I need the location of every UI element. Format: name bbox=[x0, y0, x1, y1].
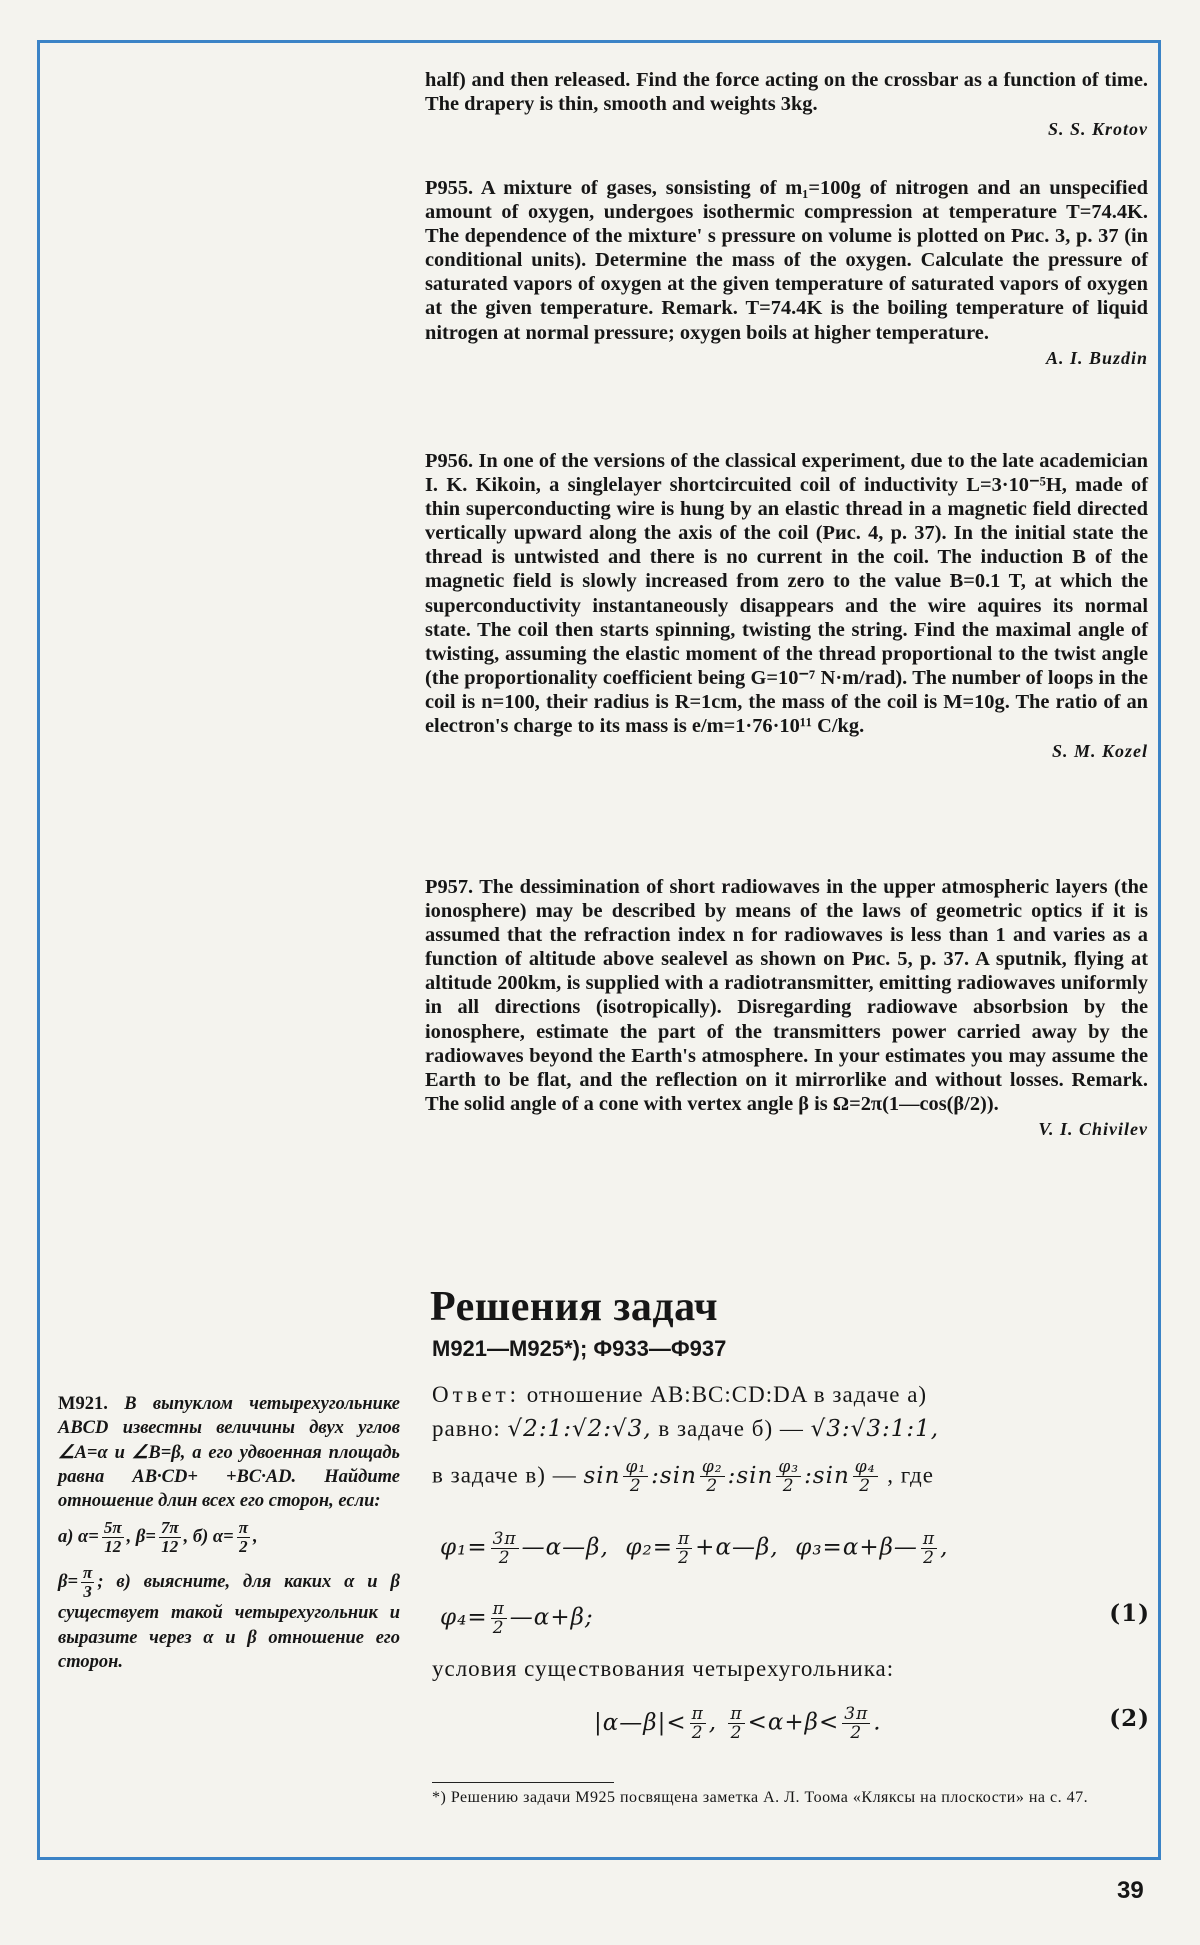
problem-author: S. M. Kozel bbox=[1051, 741, 1148, 762]
denominator: 2 bbox=[678, 1548, 690, 1568]
case-c-text: ; в) выясните, для каких α и β существует такой четырехугольник и выразите через α и β отношение его сторон. bbox=[58, 1572, 400, 1673]
phi2-label: φ₂= bbox=[625, 1534, 673, 1561]
equation-label-1: (1) bbox=[1109, 1600, 1150, 1627]
numerator: π bbox=[677, 1529, 691, 1549]
problem-p955 bbox=[425, 176, 1148, 370]
side-problem-statement: В выпуклом четырехугольнике ABCD известны величины двух углов ∠A=α и ∠B=β, а его удвоенная площадь равна AB·CD+ +BC·AD. Найдите отношение длин всех его сторон, если: bbox=[58, 1394, 401, 1512]
denominator: 12 bbox=[161, 1537, 179, 1557]
ratio-b: √3:√3:1:1, bbox=[810, 1416, 940, 1442]
numerator: π bbox=[922, 1529, 936, 1549]
cond-mid2: <α+β< bbox=[747, 1709, 840, 1736]
problem-text: A mixture of gases, sonsisting of m₁=100g of nitrogen and an unspecified amount of oxygen, undergoes isothermic compression at temperature T=74.4K. The dependence of the mixture' s pressure on volume is plotted on Рис. 3, p. 37 (in conditional units). Determine the mass of the oxygen. Calculate the pressure of saturated vapors of oxygen at the given temperature of saturated vapors of oxygen at the given temperature. Remark. T=74.4K is the boiling temperature of liquid nitrogen at normal pressure; oxygen boils at higher temperature. bbox=[425, 177, 1148, 344]
phi1-rest: —α—β, bbox=[521, 1534, 609, 1561]
phi3-label: φ₃=α+β— bbox=[795, 1534, 918, 1561]
numerator: π bbox=[238, 1518, 248, 1538]
fraction bbox=[102, 1519, 124, 1556]
condition-inequality bbox=[432, 1705, 1150, 1742]
denominator: 2 bbox=[850, 1723, 863, 1743]
answer-line-2 bbox=[432, 1416, 1150, 1442]
condition-text: условия существования четырехугольника: bbox=[432, 1656, 895, 1681]
cond-left: |α—β|< bbox=[594, 1709, 687, 1736]
problem-p957 bbox=[425, 875, 1148, 1141]
numerator: π bbox=[492, 1599, 505, 1619]
answer-line-1 bbox=[432, 1382, 1150, 1408]
problem-p954-tail bbox=[425, 68, 1148, 141]
problem-p956 bbox=[425, 449, 1148, 763]
numerator: π bbox=[730, 1704, 743, 1724]
fraction bbox=[491, 1600, 507, 1637]
numerator: 3π bbox=[492, 1529, 517, 1549]
problem-author: S. S. Krotov bbox=[1047, 119, 1148, 140]
denominator: 3 bbox=[83, 1582, 92, 1602]
phi-definitions bbox=[440, 1530, 1158, 1567]
answer-text: равно: bbox=[432, 1416, 501, 1441]
phi4-label: φ₄= bbox=[440, 1604, 488, 1631]
cond-mid: , bbox=[708, 1709, 718, 1736]
problem-text: In one of the versions of the classical experiment, due to the late academician I. K. Kikoin, a singlelayer shortcircuited coil of inductivity L=3·10⁻⁵H, made of thin superconducting wire is hung by an elastic thread in a magnetic field directed vertically upward along the axis of the coil (Рис. 4, p. 37). In the initial state the thread is untwisted and there is no current in the coil. The induction B of the magnetic field is slowly increased from zero to the value B=0.1 T, at which the superconductivity instantaneously disappears and the wire aquires its normal state. The coil then starts spinning, twisting the string. Find the maximal angle of twisting, assuming the elastic moment of the thread proportional to the twist angle (the proportionality coefficient being G=10⁻⁷ N·m/rad). The number of loops in the coil is n=100, their radius is R=1cm, the mass of the coil is M=10g. The ratio of an electron's charge to its mass is e/m=1·76·10¹¹ C/kg. bbox=[425, 450, 1148, 738]
denominator: 12 bbox=[104, 1537, 122, 1557]
denominator: 2 bbox=[730, 1723, 743, 1743]
fraction bbox=[921, 1530, 937, 1567]
problem-number: P956. bbox=[425, 450, 474, 472]
case-a-beta-prefix: , β= bbox=[126, 1527, 156, 1548]
problem-text: The dessimination of short radiowaves in the upper atmospheric layers (the ionosphere) may be described by means of the laws of geometric optics if it is assumed that the refraction index n for radiowaves is less than 1 and varies as a function of altitude above sealevel as shown on Рис. 5, p. 37. A sputnik, flying at altitude 200km, is supplied with a radiotransmitter, emitting radiowaves uniformly in all directions (isotropically). Disregarding radiowave absorbsion by the ionosphere, estimate the part of the transmitters power carried away by the radiowaves beyond the Earth's atmosphere. In your estimates you may assume the Earth to be flat, and the reflection on it mirrorlike and without losses. Remark. The solid angle of a cone with vertex angle β is Ω=2π(1—cos(β/2)). bbox=[425, 876, 1148, 1115]
numerator: 3π bbox=[844, 1704, 869, 1724]
ratio-a: √2:1:√2:√3, bbox=[507, 1416, 652, 1442]
fraction bbox=[491, 1530, 519, 1567]
numerator: π bbox=[83, 1563, 93, 1583]
answer-text: отношение AB:BC:CD:DA в задаче а) bbox=[526, 1382, 928, 1407]
answer-text: , где bbox=[887, 1462, 934, 1488]
phi2-rest: +α—β, bbox=[695, 1534, 779, 1561]
numerator: 7π bbox=[160, 1518, 179, 1538]
side-problem-case-c bbox=[58, 1564, 400, 1674]
fraction bbox=[237, 1519, 250, 1556]
answer-line-3 bbox=[432, 1458, 1150, 1495]
side-problem-number: М921. bbox=[58, 1394, 108, 1414]
phi4-definition bbox=[440, 1600, 1150, 1637]
answer-text: в задаче в) — bbox=[432, 1462, 577, 1488]
problem-number: P955. bbox=[425, 177, 474, 199]
equation-label-2: (2) bbox=[1109, 1705, 1150, 1732]
problem-text: half) and then released. Find the force acting on the crossbar as a function of time. The drapery is thin, smooth and weights 3kg. bbox=[425, 69, 1148, 116]
cond-end: . bbox=[873, 1709, 882, 1736]
fraction bbox=[81, 1564, 94, 1601]
solutions-subheading: М921—М925*); Ф933—Ф937 bbox=[432, 1336, 727, 1361]
answer-text: в задаче б) — bbox=[658, 1416, 804, 1441]
sine-ratio: sin $\frac{\text{φ₁}}{2}$ :sin $\frac{\text{φ₂}}{2}$ :sin $\frac{\text{φ₃}}{2}$ :sin $\frac{\text{φ₄}}{2}$ bbox=[583, 1457, 876, 1496]
phi4-rest: —α+β; bbox=[509, 1604, 594, 1631]
answer-lead-word: Ответ: bbox=[432, 1382, 521, 1407]
problem-number: P957. bbox=[425, 876, 474, 898]
footnote: *) Решению задачи М925 посвящена заметка А. Л. Тоома «Кляксы на плоскости» на с. 47. bbox=[432, 1789, 1089, 1806]
footnote-rule bbox=[432, 1782, 614, 1783]
denominator: 2 bbox=[239, 1537, 248, 1557]
case-a-prefix: а) α= bbox=[58, 1527, 99, 1548]
case-b-prefix: , б) α= bbox=[183, 1527, 234, 1548]
denominator: 2 bbox=[492, 1618, 505, 1638]
fraction bbox=[728, 1705, 744, 1742]
denominator: 2 bbox=[498, 1548, 511, 1568]
numerator: 5π bbox=[103, 1518, 122, 1538]
problem-author: A. I. Buzdin bbox=[1045, 347, 1148, 368]
denominator: 2 bbox=[923, 1548, 935, 1568]
solutions-heading: Решения задач bbox=[430, 1284, 719, 1330]
fraction bbox=[159, 1519, 181, 1556]
phi1-label: φ₁= bbox=[440, 1534, 488, 1561]
side-problem-m921 bbox=[58, 1392, 400, 1674]
page-number: 39 bbox=[1117, 1877, 1144, 1904]
denominator: 2 bbox=[691, 1723, 704, 1743]
fraction bbox=[676, 1530, 692, 1567]
numerator: π bbox=[691, 1704, 704, 1724]
case-b-beta-prefix: β= bbox=[58, 1572, 79, 1593]
side-problem-cases: а) α= $\frac{5\pi}{12}$ , β= $\frac{7\pi}{12}$ , б) α= $\frac{\pi}{2}$ , bbox=[58, 1518, 258, 1557]
phi3-rest: , bbox=[940, 1534, 949, 1561]
problem-author: V. I. Chivilev bbox=[1038, 1118, 1148, 1139]
fraction bbox=[842, 1705, 870, 1742]
fraction bbox=[690, 1705, 706, 1742]
